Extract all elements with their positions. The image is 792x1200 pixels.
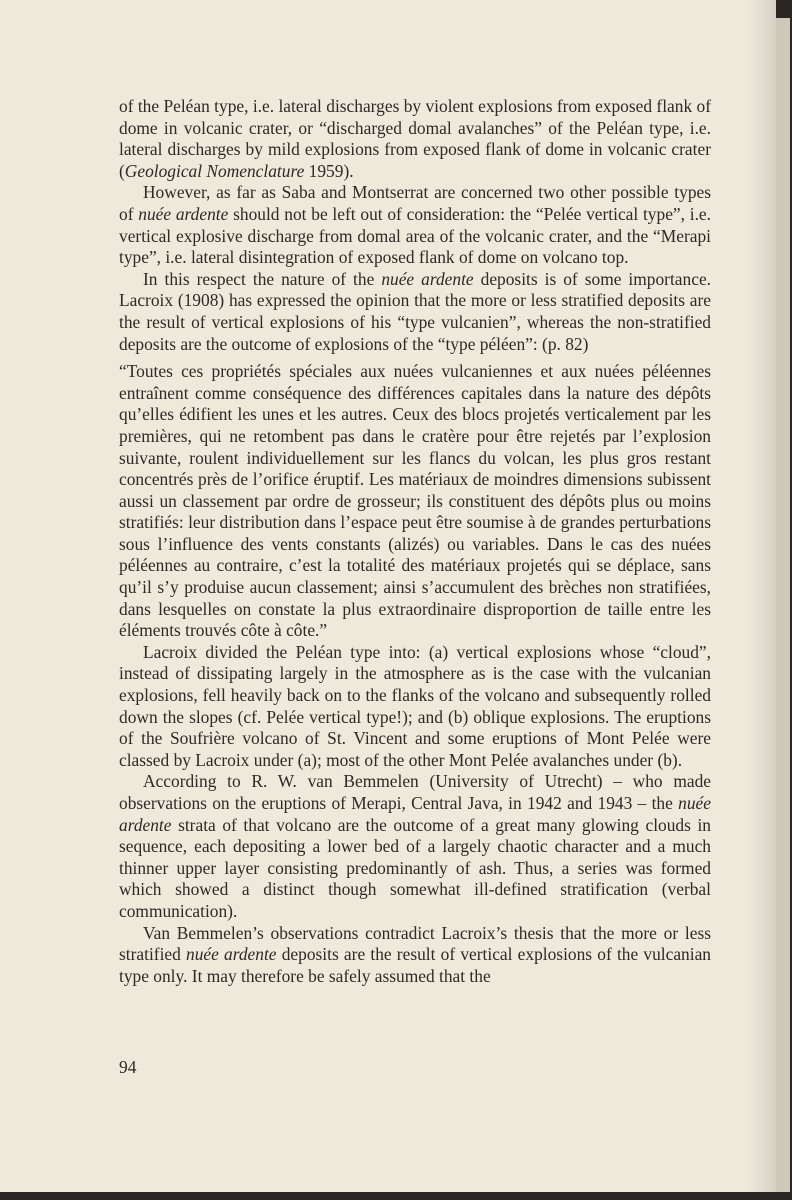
paragraph-p7 bbox=[119, 923, 711, 988]
paragraph-p5 bbox=[119, 642, 711, 772]
page-number: 94 bbox=[119, 1057, 137, 1077]
italic-term: nuée ardente bbox=[138, 203, 229, 224]
text-run: Van Bemmelen’s observations contradict Lacroix’s thesis that the more or less stratified bbox=[119, 922, 711, 965]
italic-term: nuée ardente bbox=[186, 944, 277, 965]
text-run: However, as far as Saba and Montserrat are concerned two other possible types of bbox=[119, 182, 711, 224]
text-run: strata of that volcano are the outcome of a great many glowing clouds in sequence, each depositing a lower bed of a largely chaotic character and a much thinner upper layer consisting predominantly of ash. Thus, a series was formed which showed a distinct though somewhat ill-defined stratification (verbal communication). bbox=[119, 814, 711, 921]
italic-term: Geological Nomenclature bbox=[124, 160, 305, 181]
text-run: Lacroix divided the Peléan type into: (a) vertical explosions whose “cloud”, instead of dissipating largely in the atmosphere as is the case with the vulcanian explosions, fell heavily back on to the flanks of the volcano and subsequently rolled down the slopes (cf. Pelée vertical type!); and (b) oblique explosions. The eruptions of the Soufrière volcano of St. Vincent and some eruptions of Mont Pelée were classed by Lacroix under (a); most of the other Mont Pelée avalanches under (b). bbox=[119, 641, 711, 770]
text-run: deposits is of some importance. Lacroix (1908) has expressed the opinion that the more or less stratified deposits are the result of vertical explosions of his “type vulcanien”, whereas the non-stratified deposits are the outcome of explosions of the “type péléen”: (p. 82) bbox=[119, 268, 712, 354]
text-run: In this respect the nature of the bbox=[143, 268, 382, 289]
text-run: According to R. W. van Bemmelen (University of Utrecht) – who made observations on the eruptions of Merapi, Central Java, in 1942 and 1943 – the bbox=[119, 771, 711, 813]
paragraph-p1 bbox=[119, 96, 711, 182]
italic-term: nuée ardente bbox=[381, 268, 474, 289]
paragraph-p4 bbox=[119, 361, 711, 642]
text-run: deposits are the result of vertical explosions of the vulcanian type only. It may therefore be safely assumed that the bbox=[119, 944, 711, 986]
italic-term: nuée ardente bbox=[119, 793, 711, 835]
text-run: 1959). bbox=[304, 160, 354, 181]
paragraph-p2 bbox=[119, 182, 711, 268]
text-run: should not be left out of consideration: the “Pelée vertical type”, i.e. vertical explosive discharge from domal area of the volcanic crater, and the “Merapi type”, i.e. lateral disintegration of exposed flank of dome on volcano top. bbox=[119, 203, 711, 268]
page-text-body bbox=[119, 96, 711, 987]
next-page-edge bbox=[776, 18, 790, 1192]
text-run: of the Peléan type, i.e. lateral discharges by violent explosions from exposed flank of dome in volcanic crater, or “discharged domal avalanches” of the Peléan type, i.e. lateral discharges by mild explosions from exposed flank of dome in volcanic crater ( bbox=[119, 96, 711, 181]
paragraph-p3 bbox=[119, 269, 711, 355]
text-run: “Toutes ces propriétés spéciales aux nuées vulcaniennes et aux nuées péléennes entraînent comme conséquence des différences capitales dans la nature des dépôts qu’elles édifient les unes et les autres. Ceux des blocs projetés verticalement par les premières, qui ne retombent pas dans le cratère pour être rejetés par l’explosion suivante, roulent individuellement sur les flancs du volcan, les plus gros restant concentrés près de l’orifice éruptif. Les matériaux de moindres dimensions subissent aussi un classement par ordre de grosseur; ils constituent des dépôts plus ou moins stratifiés: leur distribution dans l’espace peut être soumise à de grandes perturbations sous l’influence des vents constants (alizés) ou variables. Dans le cas des nuées péléennes au contraire, c’est la totalité des matériaux projetés qui se déplace, sans qu’il s’y produise aucun classement; ainsi s’accumulent des brèches non stratifiées, dans lesquelles on constate la plus extraordinaire disproportion de taille entre les éléments trouvés côte à côte.” bbox=[119, 361, 711, 641]
paragraph-p6 bbox=[119, 771, 711, 922]
